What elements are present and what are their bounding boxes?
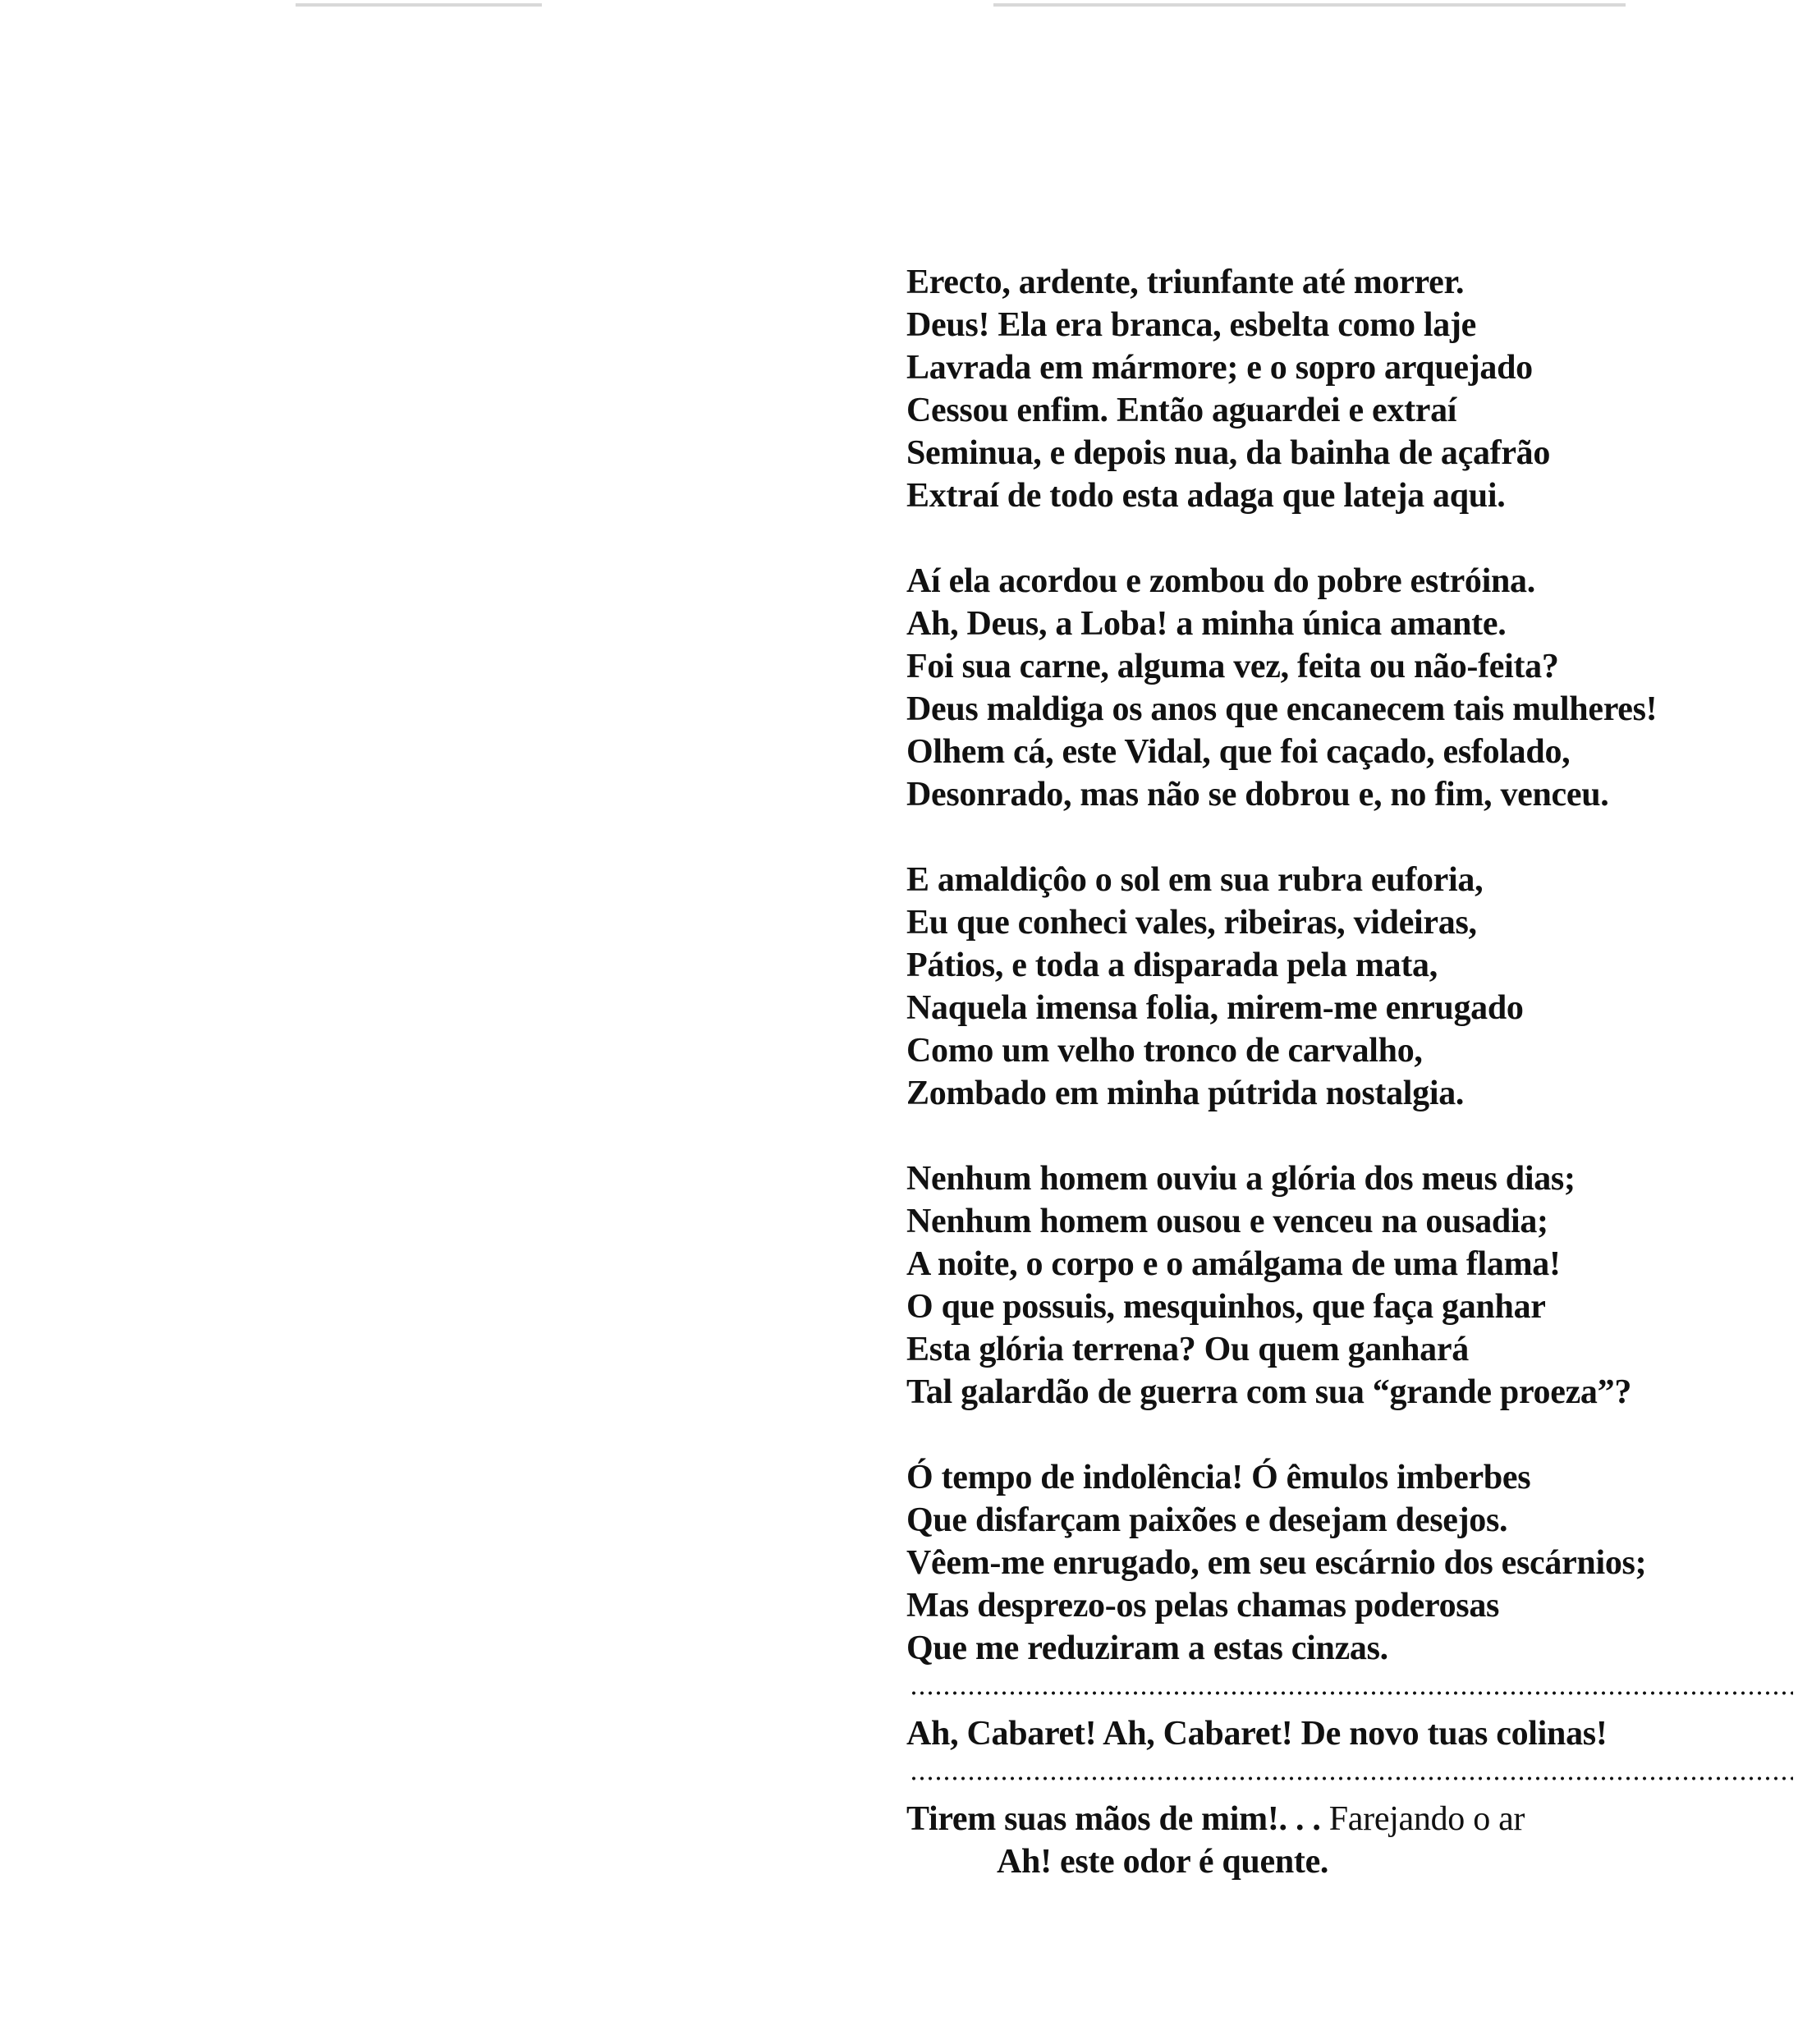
poem-line: Foi sua carne, alguma vez, feita ou não-feita? [906,648,1559,685]
poem-line: O que possuis, mesquinhos, que faça ganhar [906,1288,1546,1326]
stanza-5 [906,1456,1793,1670]
poem-line: Desonrado, mas não se dobrou e, no fim, venceu. [906,776,1609,813]
poem-line: Deus maldiga os anos que encanecem tais mulheres! [906,690,1658,728]
dotted-separator [906,1670,1793,1712]
poem-line: Naquela imensa folia, mirem-me enrugado [906,989,1524,1027]
poem-line: Esta glória terrena? Ou quem ganhará [906,1331,1469,1368]
poem-line: Olhem cá, este Vidal, que foi caçado, esfolado, [906,733,1571,771]
poem-line: Ah, Deus, a Loba! a minha única amante. [906,605,1507,643]
poem-line: Zombado em minha pútrida nostalgia. [906,1075,1465,1112]
poem-line: A noite, o corpo e o amálgama de uma flama! [906,1245,1561,1283]
dotted-separator [906,1755,1793,1798]
final-line [906,1798,1793,1840]
poem-line: Tal galardão de guerra com sua “grande proeza”? [906,1373,1632,1411]
poem-line: Que me reduziram a estas cinzas. [906,1629,1388,1667]
poem-line: Pátios, e toda a disparada pela mata, [906,946,1438,984]
poem-line: Deus! Ela era branca, esbelta como laje [906,306,1476,344]
poem-line: Cessou enfim. Então aguardei e extraí [906,392,1457,429]
cabaret-line: Ah, Cabaret! Ah, Cabaret! De novo tuas colinas! [906,1715,1608,1753]
poem-line: Mas desprezo-os pelas chamas poderosas [906,1587,1500,1625]
stanza-1 [906,261,1793,517]
poem-line: Ó tempo de indolência! Ó êmulos imberbes [906,1459,1531,1496]
poem-line: Nenhum homem ousou e venceu na ousadia; [906,1203,1548,1240]
poem-line: Erecto, ardente, triunfante até morrer. [906,264,1465,301]
poem-line: Aí ela acordou e zombou do pobre estróina. [906,562,1535,600]
stanza-4 [906,1157,1793,1414]
last-line: Ah! este odor é quente. [997,1843,1329,1881]
poem-line: Que disfarçam paixões e desejam desejos. [906,1501,1508,1539]
scan-edge-mark [993,3,1626,7]
poem-line: Vêem-me enrugado, em seu escárnio dos escárnios; [906,1544,1647,1582]
poem-line: Seminua, e depois nua, da bainha de açafrão [906,434,1551,472]
poem-text [906,261,1793,1883]
poem-line: Lavrada em mármore; e o sopro arquejado [906,349,1533,387]
poem-line: Como um velho tronco de carvalho, [906,1032,1423,1070]
poem-line: Nenhum homem ouviu a glória dos meus dias; [906,1160,1576,1198]
poem-line: E amaldiçôo o sol em sua rubra euforia, [906,861,1484,899]
poem-line: Extraí de todo esta adaga que lateja aqui. [906,477,1506,515]
scan-edge-mark [296,3,542,7]
final-bold-text: Tirem suas mãos de mim!. . . [906,1800,1321,1838]
stanza-3 [906,859,1793,1115]
final-normal-text: Farejando o ar [1328,1800,1525,1838]
poem-line: Eu que conheci vales, ribeiras, videiras, [906,904,1477,942]
stanza-2 [906,560,1793,816]
